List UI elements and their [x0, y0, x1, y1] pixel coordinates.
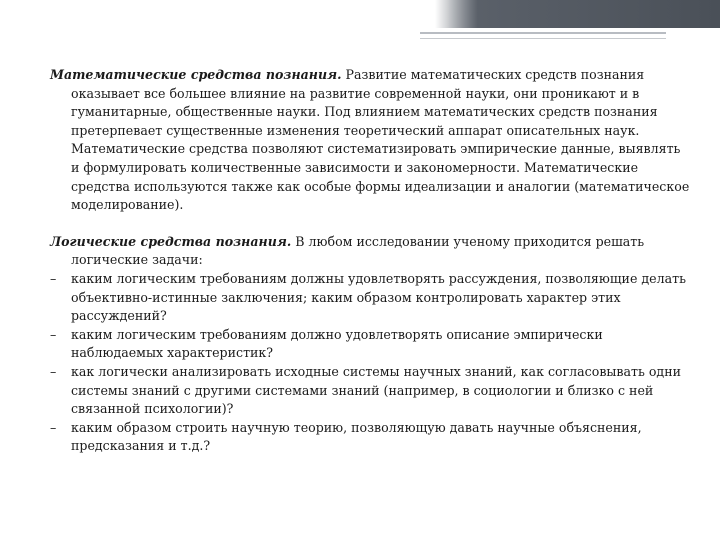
dash-bullet: –: [50, 326, 57, 342]
list-item-text: каким логическим требованиям должны удовлетворять рассуждения, позволяющие делать объективно-истинные заключения; каким образом контролировать характер этих рассуждений?: [71, 270, 686, 324]
list-item: [50, 326, 690, 363]
slide-header-bar: [0, 0, 720, 28]
slide-header-dark-band: [435, 0, 720, 28]
dash-bullet: –: [50, 419, 57, 435]
logic-paragraph: [50, 233, 690, 270]
list-item-text: как логически анализировать исходные системы научных знаний, как согласовывать одни системы знаний с другими системами знаний (например, в социологии и близко с ней связанной психологии)?: [71, 363, 681, 417]
list-item: [50, 270, 690, 326]
math-paragraph: [50, 66, 690, 215]
math-text: Развитие математических средств познания оказывает все большее влияние на развитие современной науки, они проникают и в гуманитарные, общественные науки. Под влиянием математических средств познания претерпевает существенные изменения теоретический аппарат описательных наук. Математические средства позволяют систематизировать эмпирические данные, выявлять и формулировать количественные зависимости и закономерности. Математические средства используются также как особые формы идеализации и аналогии (математическое моделирование).: [71, 67, 690, 213]
header-rule-top: [420, 32, 666, 34]
header-rule-bottom: [420, 38, 666, 39]
list-item-text: каким образом строить научную теорию, позволяющую давать научные объяснения, предсказания и т.д.?: [71, 419, 642, 454]
math-lead: Математические средства познания.: [50, 67, 342, 82]
list-item-text: каким логическим требованиям должно удовлетворять описание эмпирически наблюдаемых характеристик?: [71, 326, 603, 361]
logic-text: В любом исследовании ученому приходится решать логические задачи:: [71, 233, 645, 268]
list-item: [50, 363, 690, 419]
slide-body: [50, 66, 690, 456]
list-item: [50, 419, 690, 456]
dash-bullet: –: [50, 363, 57, 379]
logic-lead: Логические средства познания.: [50, 233, 292, 249]
dash-bullet: –: [50, 270, 57, 286]
